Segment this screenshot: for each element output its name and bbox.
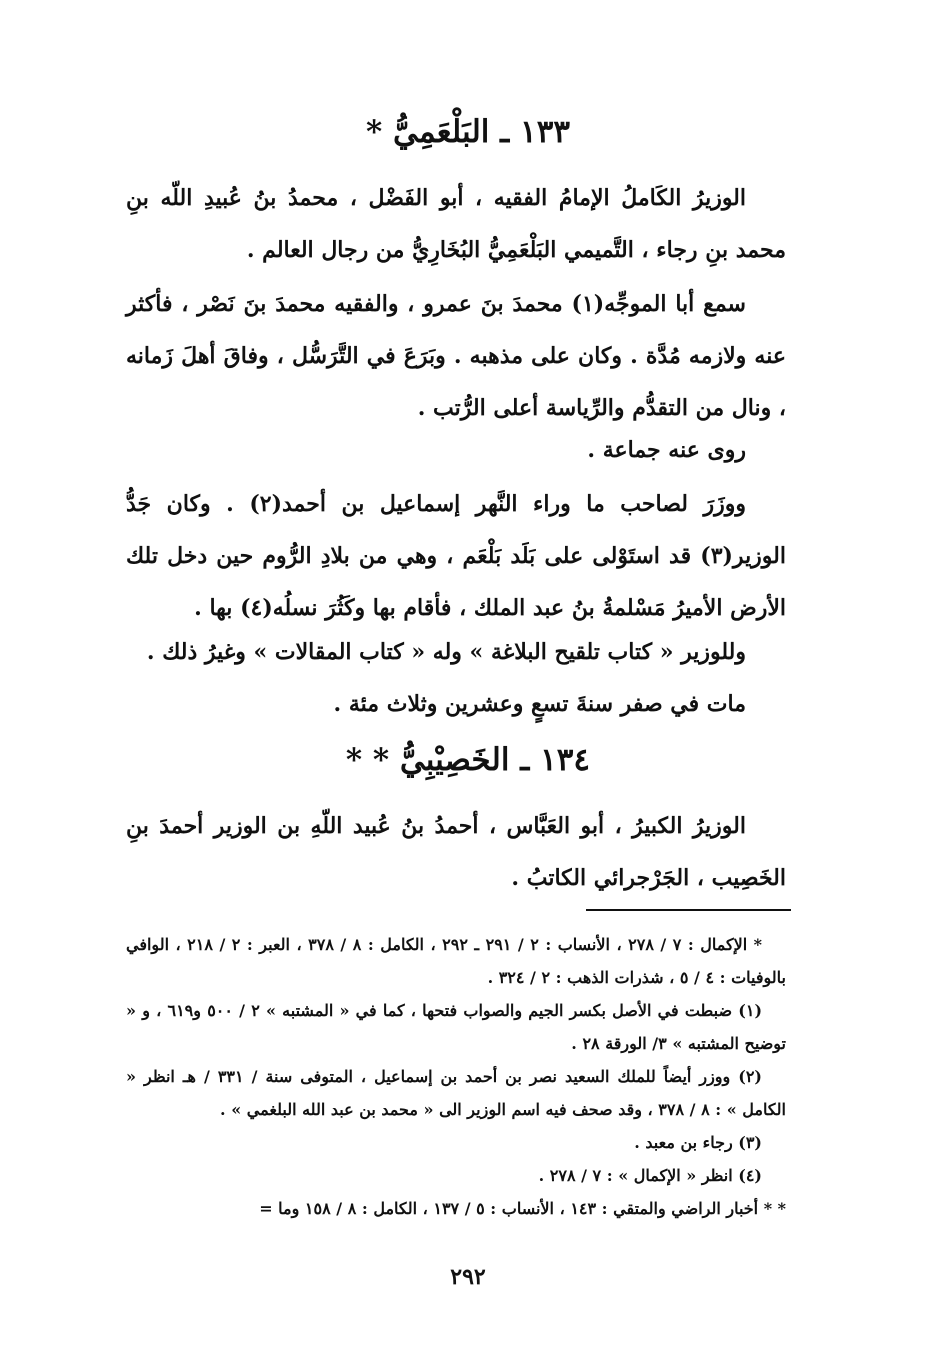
footnote-sources-133: * الإكمال : ٧ / ٢٧٨ ، الأنساب : ٢ / ٢٩١ ـ ٢٩٢ ، الكامل : ٨ / ٣٧٨ ، العبر : ٢ / ٢١٨ ، الوافي بالوفيات : ٤ / ٥ ، شذرات الذهب : ٢ / ٣٢٤ . — [126, 935, 786, 987]
entry-133-paragraph-5: وللوزير « كتاب تلقيح البلاغة » وله « كتاب المقالات » وغيرُ ذلك . — [146, 639, 746, 665]
footnote-separator — [586, 909, 791, 911]
footnotes — [126, 928, 786, 1225]
entry-133-paragraph-1: الوزيرُ الكَاملُ الإمامُ الفقيه ، أبو الفَضْل ، محمدُ بنُ عُبيدِ اللّه بنِ محمد بنِ رجاء ، التَّميمي البَلْعَمِيُّ البُخَارِيُّ من رجال العالم . — [126, 185, 786, 263]
entry-133-paragraph-3: روى عنه جماعة . — [587, 437, 746, 463]
footnote-2: (٢) ووزر أيضاً للملك السعيد نصر بن أحمد بن إسماعيل ، المتوفى سنة / ٣٣١ / هـ انظر « الكامل » : ٨ / ٣٧٨ ، وقد صحف فيه اسم الوزير الى « محمد بن عبد الله البلغمي » . — [126, 1067, 786, 1119]
page-number: ٢٩٢ — [450, 1264, 486, 1290]
footnote-sources-134: * * أخبار الراضي والمتقي : ١٤٣ ، الأنساب : ٥ / ١٣٧ ، الكامل : ٨ / ١٥٨ وما = — [259, 1199, 786, 1218]
entry-134-paragraph-1: الوزيرُ الكبيرُ ، أبو العَبَّاس ، أحمدُ بنُ عُبيد اللّهِ بن الوزير أحمدَ بنِ الخَصِيب ، الجَرْجرائي الكاتبُ . — [126, 813, 786, 891]
entry-heading-133: ١٣٣ ـ البَلْعَمِيُّ * — [365, 114, 570, 150]
entry-133-paragraph-6: مات في صفر سنةَ تسعٍ وعشرين وثلاث مئة . — [333, 691, 746, 717]
entry-133-paragraph-2: سمع أبا الموجِّه(١) محمدَ بنَ عمرو ، والفقيه محمدَ بنَ نَصْر ، فأكثر عنه ولازمه مُدَّة . وكان على مذهبه . وبَرَعَ في التَّرَسُّل ، وفاقَ أهلَ زَمانه ، ونال من التقدُّم والرِّياسة أعلى الرُّتب . — [126, 291, 786, 421]
footnote-4: (٤) انظر « الإكمال » : ٧ / ٢٧٨ . — [538, 1166, 762, 1185]
footnote-3: (٣) رجاء بن معبد . — [634, 1133, 762, 1152]
footnote-1: (١) ضبطت في الأصل بكسر الجيم والصواب فتحها ، كما في « المشتبه » ٢ / ٥٠٠ و٦١٩ ، و « توضيح المشتبه » ٣/ الورقة ٢٨ . — [126, 1001, 786, 1053]
entry-heading-134: ١٣٤ ـ الخَصِيْبِيُّ * * — [345, 742, 591, 778]
entry-133-paragraph-4: ووزَرَ لصاحب ما وراء النَّهر إسماعيل بن أحمد(٢) . وكان جَدُّ الوزير(٣) قد استَوْلى على بَلَد بَلْعَم ، وهي من بلادِ الرُّوم حين دخل تلك الأرض الأميرُ مَسْلمةُ بنُ عبد الملك ، فأقام بها وكَثُرَ نسلُه(٤) بها . — [126, 491, 786, 621]
